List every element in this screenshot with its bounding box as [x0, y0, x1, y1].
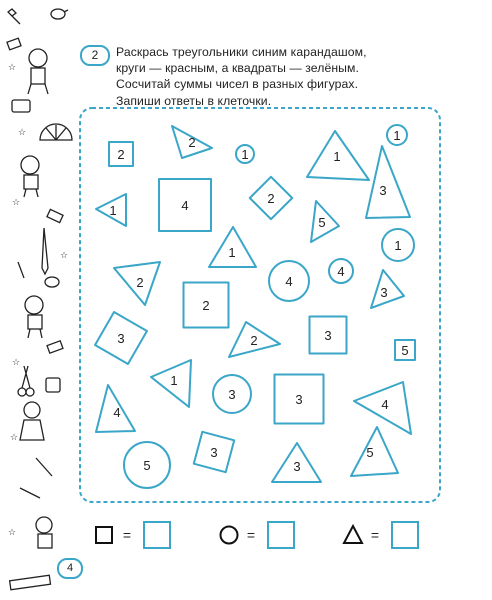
shape-number: 4: [113, 405, 121, 420]
shape-number: 1: [333, 149, 341, 164]
triangle-shape[interactable]: [229, 322, 280, 357]
triangle-icon: [344, 526, 362, 543]
shapes-frame: [80, 108, 440, 502]
shape-number: 3: [324, 328, 332, 343]
shape-number: 2: [250, 333, 258, 348]
answer-group: [96, 522, 170, 548]
answer-box[interactable]: [144, 522, 170, 548]
shape-number: 3: [295, 392, 303, 407]
shape-number: 5: [143, 458, 151, 473]
triangle-shape[interactable]: [311, 201, 339, 242]
circle-shape[interactable]: [236, 145, 254, 163]
triangle-shape[interactable]: [366, 146, 410, 218]
shape-number: 2: [202, 298, 210, 313]
triangle-shape[interactable]: [272, 443, 321, 482]
shape-number: 3: [228, 387, 236, 402]
instruction-line: Сосчитай суммы чисел в разных фигурах.: [116, 77, 359, 92]
shape-number: 1: [393, 128, 401, 143]
circle-shape[interactable]: [387, 125, 407, 145]
shape-number: 5: [366, 445, 374, 460]
square-shape[interactable]: [159, 179, 211, 231]
square-shape[interactable]: [194, 432, 234, 472]
circle-shape[interactable]: [213, 375, 251, 413]
shape-number: 2: [136, 275, 144, 290]
circle-shape[interactable]: [382, 229, 414, 261]
square-shape[interactable]: [184, 283, 229, 328]
triangle-shape[interactable]: [354, 382, 411, 434]
shape-number: 3: [380, 285, 388, 300]
circle-icon: [221, 527, 238, 544]
shape-number: 2: [267, 191, 275, 206]
equals-sign: =: [246, 527, 256, 543]
instruction-line: Запиши ответы в клеточки.: [116, 93, 272, 108]
answer-group: [221, 522, 295, 548]
shape-number: 3: [117, 331, 125, 346]
instruction-line: круги — красным, а квадраты — зелёным.: [116, 61, 359, 76]
triangle-shape[interactable]: [96, 194, 126, 226]
shape-number: 4: [285, 274, 293, 289]
triangle-shape[interactable]: [96, 385, 135, 432]
circle-shape[interactable]: [124, 442, 170, 488]
instruction-line: Раскрась треугольники синим карандашом,: [116, 45, 367, 59]
shape-number: 1: [394, 238, 402, 253]
square-shape[interactable]: [395, 340, 415, 360]
answer-row: [96, 522, 418, 548]
square-shape[interactable]: [109, 142, 133, 166]
triangle-shape[interactable]: [114, 262, 160, 305]
page-number: 4: [57, 558, 83, 579]
square-icon: [96, 527, 112, 543]
star-icon: ☆: [18, 128, 27, 138]
triangle-shape[interactable]: [151, 360, 191, 407]
shape-number: 3: [293, 459, 301, 474]
equals-sign: =: [370, 527, 380, 543]
task-number-badge: 2: [80, 45, 110, 66]
square-shape[interactable]: [95, 312, 147, 364]
circle-shape[interactable]: [329, 259, 353, 283]
star-icon: ☆: [12, 198, 21, 208]
shape-number: 1: [109, 203, 117, 218]
shape-number: 1: [241, 147, 249, 162]
triangle-outline: [351, 427, 398, 476]
triangle-outline: [366, 146, 410, 218]
star-icon: ☆: [60, 251, 69, 261]
shape-number: 3: [210, 445, 218, 460]
star-icon: ☆: [8, 528, 17, 538]
shape-number: 3: [379, 183, 387, 198]
shape-number: 2: [188, 135, 196, 150]
star-icon: ☆: [12, 358, 21, 368]
shape-number: 4: [337, 264, 345, 279]
square-shape[interactable]: [275, 375, 324, 424]
shape-number: 1: [228, 245, 236, 260]
triangle-shape[interactable]: [307, 131, 369, 180]
answer-group: [344, 522, 418, 548]
square-shape[interactable]: [250, 177, 292, 219]
star-icon: ☆: [10, 433, 19, 443]
circle-shape[interactable]: [269, 261, 309, 301]
shape-number: 1: [170, 373, 178, 388]
answer-box[interactable]: [268, 522, 294, 548]
triangle-shape[interactable]: [351, 427, 398, 476]
answer-box[interactable]: [392, 522, 418, 548]
square-shape[interactable]: [310, 317, 347, 354]
triangle-shape[interactable]: [371, 270, 404, 308]
shape-number: 2: [117, 147, 125, 162]
shape-number: 4: [381, 397, 389, 412]
shape-number: 4: [181, 198, 189, 213]
equals-sign: =: [122, 527, 132, 543]
triangle-shape[interactable]: [209, 227, 256, 267]
triangle-shape[interactable]: [172, 126, 212, 158]
star-icon: ☆: [8, 63, 17, 73]
shapes-layer: [95, 125, 415, 488]
shape-number: 5: [318, 215, 326, 230]
shape-number: 5: [401, 343, 409, 358]
